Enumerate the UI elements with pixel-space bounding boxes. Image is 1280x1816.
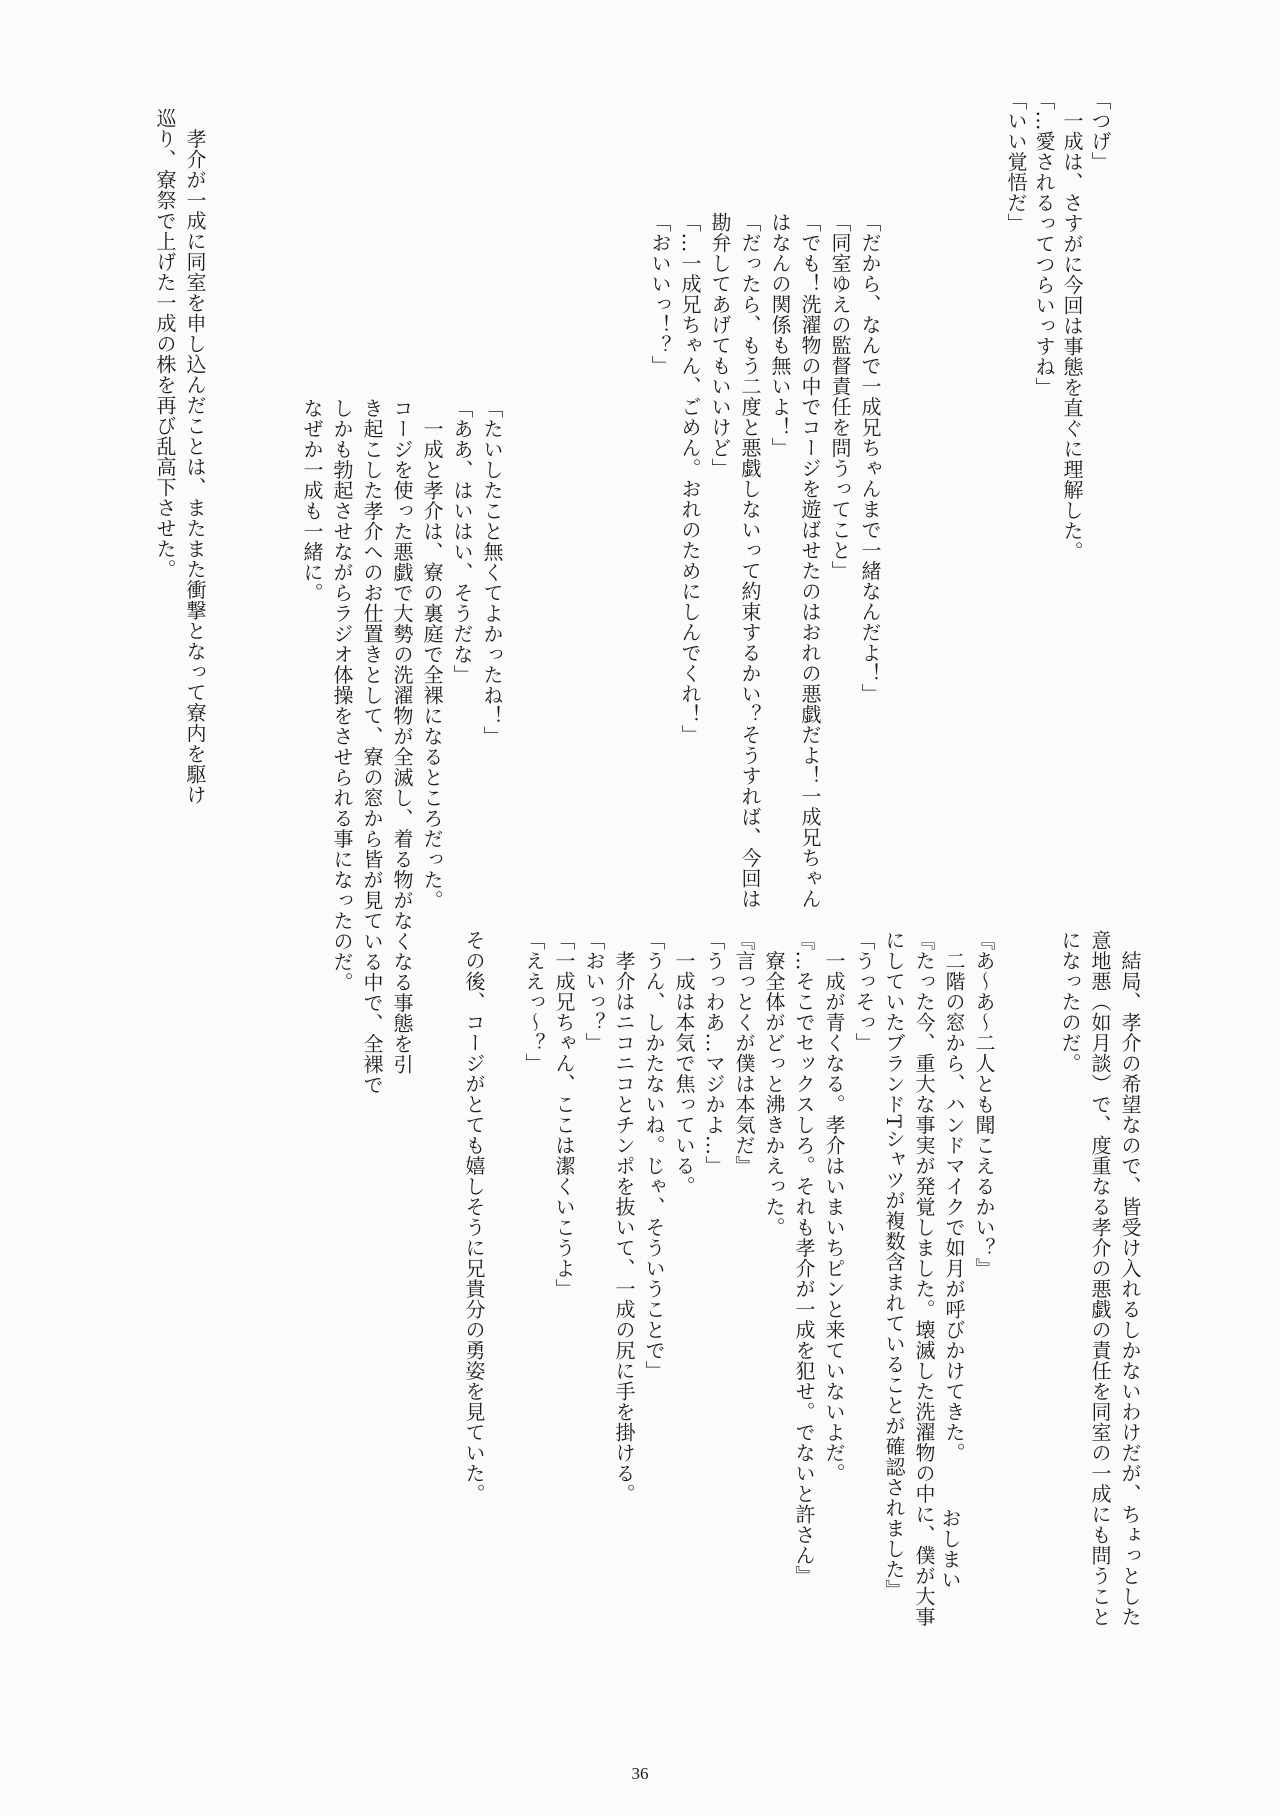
- text-column: 「でも！洗濯物の中でコージを遊ばせたのはおれの悪戯だよ！一成兄ちゃん: [798, 212, 822, 909]
- text-column: 『あ〜あ〜二人とも聞こえるかい？』: [972, 930, 996, 1279]
- text-column: 結局、孝介の希望なので、皆受け入れるしかないわけだが、ちょっとした: [1118, 930, 1142, 1627]
- text-column: 「おいいっ！？」: [648, 212, 672, 376]
- text-column: 孝介はニコニコとチンポを抜いて、一成の尻に手を掛ける。: [612, 930, 636, 1504]
- text-column: にしていたブランドTシャツが複数含まれていることが確認されました』: [882, 930, 906, 1600]
- text-column: しかも勃起させながらラジオ体操をさせられる事になったのだ。: [330, 398, 354, 993]
- text-column: 「おいっ？」: [582, 930, 606, 1053]
- text-column: 巡り、寮祭で上げた一成の株を再び乱高下させた。: [153, 108, 177, 580]
- text-column: 勘弁してあげてもいいけど」: [708, 212, 732, 479]
- text-column: 「うん、しかたないね。じゃ、そういうことで」: [642, 930, 666, 1381]
- text-column: 寮全体がどっと沸きかえった。: [762, 930, 786, 1238]
- text-column: 一成が青くなる。孝介はいまいちピンと来ていないよだ。: [822, 930, 846, 1484]
- text-column: 「うっそっ」: [852, 930, 876, 1053]
- text-column: 『…そこでセックスしろ。それも孝介が一成を犯せ。でないと許さん』: [792, 930, 816, 1586]
- text-column: 一成と孝介は、寮の裏庭で全裸になるところだった。: [420, 398, 444, 911]
- text-column: になったのだ。: [1058, 930, 1082, 1074]
- text-column: 孝介が一成に同室を申し込んだことは、またまた衝撃となって寮内を駆け: [183, 108, 207, 805]
- end-mark: おしまい: [938, 1508, 962, 1590]
- text-column: 「ええっ〜？」: [522, 930, 546, 1074]
- text-column: 「同室ゆえの監督責任を問うってこと」: [828, 212, 852, 581]
- text-column: き起こした孝介へのお仕置きとして、寮の窓から皆が見ている中で、全裸で: [360, 398, 384, 1095]
- text-column: 二階の窓から、ハンドマイクで如月が呼びかけてきた。: [942, 930, 966, 1463]
- text-column: 「だったら、もう二度と悪戯しないって約束するかい？そうすれば、今回は: [738, 212, 762, 909]
- text-column: 「うっわあ…マジかよ…」: [702, 930, 726, 1176]
- text-column: 「だから、なんで一成兄ちゃんまで一緒なんだよ！」: [858, 212, 882, 704]
- text-column: 「たいしたこと無くてよかったね！」: [480, 398, 504, 747]
- text-column: コージを使った悪戯で大勢の洗濯物が全滅し、着る物がなくなる事態を引: [390, 398, 414, 1075]
- page-number: 36: [631, 1764, 649, 1783]
- text-column: 一成は本気で焦っている。: [672, 930, 696, 1197]
- text-column: はなんの関係も無いよ！」: [768, 212, 792, 458]
- text-column: 「…愛されるってつらいっすね」: [1032, 90, 1056, 398]
- text-column: 『たった今、重大な事実が発覚しました。壊滅した洗濯物の中に、僕が大事: [912, 930, 936, 1627]
- text-column: 意地悪（如月談）で、度重なる孝介の悪戯の責任を同室の一成にも問うこと: [1088, 930, 1112, 1627]
- text-column: なぜか一成も一緒に。: [300, 398, 324, 603]
- text-column: 「一成兄ちゃん、ここは潔くいこうよ」: [552, 930, 576, 1299]
- text-column: 「ああ、はいはい、そうだな」: [450, 398, 474, 685]
- text-column: 『言っとくが僕は本気だ』: [732, 930, 756, 1176]
- text-column: その後、コージがとても嬉しそうに兄貴分の勇姿を見ていた。: [462, 930, 486, 1504]
- text-column: 「いい覚悟だ」: [1004, 90, 1028, 234]
- text-column: 一成は、さすがに今回は事態を直ぐに理解した。: [1060, 90, 1084, 562]
- text-column: 「つげ」: [1088, 90, 1112, 172]
- text-column: 「…一成兄ちゃん、ごめん。おれのためにしんでくれ！」: [678, 212, 702, 745]
